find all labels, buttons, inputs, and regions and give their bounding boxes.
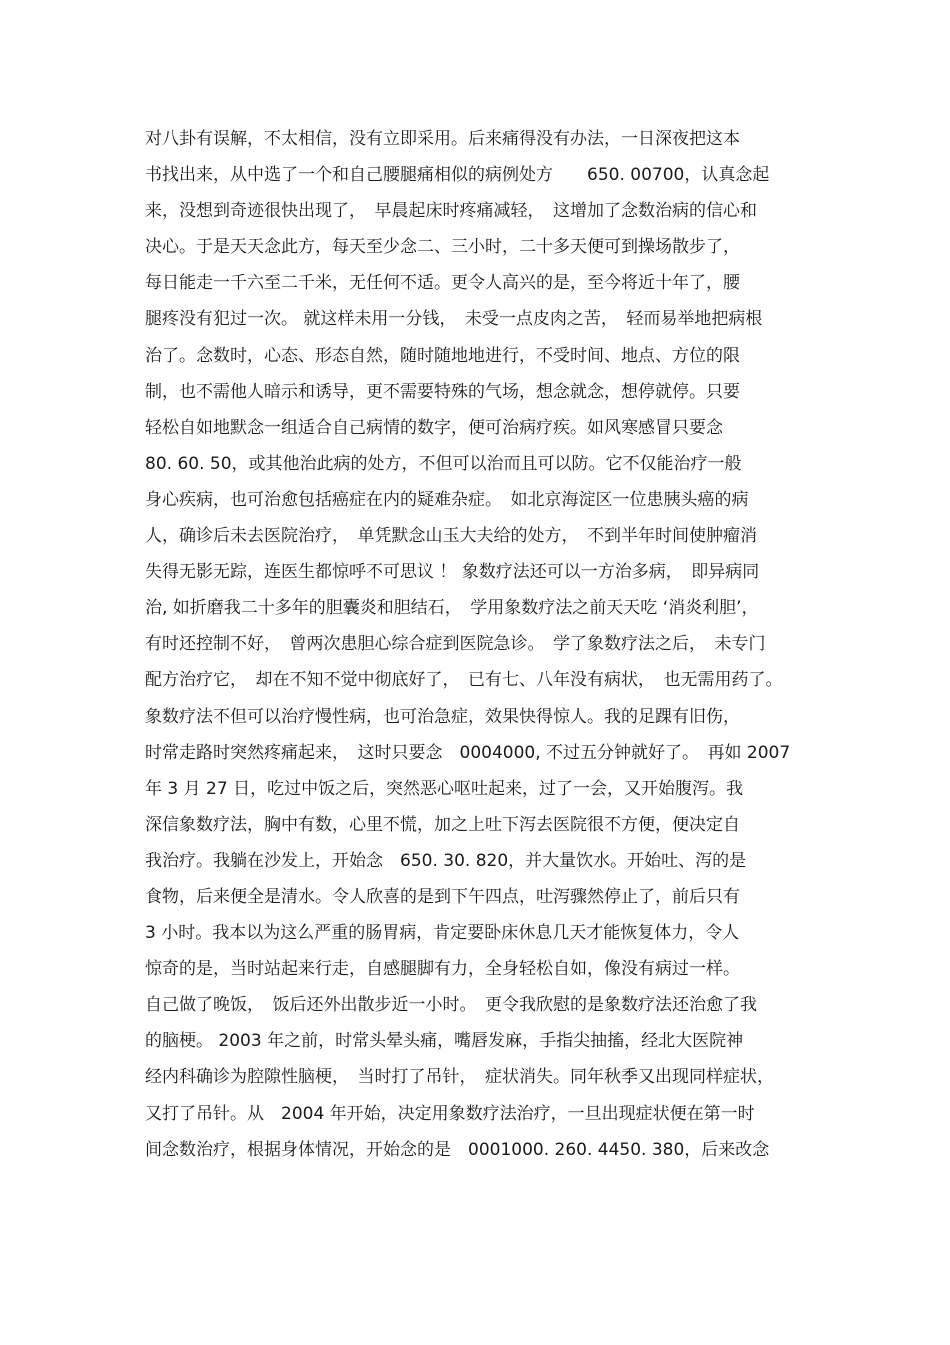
text-line: 腿疼没有犯过一次。 就这样未用一分钱， 未受一点皮肉之苦， 轻而易举地把病根 xyxy=(145,309,763,330)
text-line: 自己做了晚饭， 饭后还外出散步近一小时。 更令我欣慰的是象数疗法还治愈了我 xyxy=(145,995,757,1016)
text-line: 3 小时。我本以为这么严重的肠胃病，肯定要卧床休息几天才能恢复体力，令人 xyxy=(145,923,740,944)
text-line: 对八卦有误解，不太相信，没有立即采用。后来痛得没有办法，一日深夜把这本 xyxy=(145,129,740,149)
text-line: 配方治疗它， 却在不知不觉中彻底好了， 已有七、八年没有病状， 也无需用药了。 xyxy=(145,670,783,691)
text-line: 治, 如折磨我二十多年的胆囊炎和胆结石， 学用象数疗法之前天天吃 ‘消炎利胆’， xyxy=(145,598,759,619)
text-line: 我治疗。我躺在沙发上，开始念 650. 30. 820，并大量饮水。开始吐、泻的是 xyxy=(145,850,747,871)
text-line: 间念数治疗，根据身体情况，开始念的是 0001000. 260. 4450. 380，后来改念 xyxy=(145,1139,770,1160)
text-line: 80. 60. 50，或其他治此病的处方，不但可以治而且可以防。它不仅能治疗一般 xyxy=(145,453,742,474)
text-line: 又打了吊针。从 2004 年开始，决定用象数疗法治疗，一旦出现症状便在第一时 xyxy=(145,1103,755,1124)
text-line: 时常走路时突然疼痛起来， 这时只要念 0004000, 不过五分钟就好了。 再如 2007 xyxy=(145,742,791,763)
text-line: 象数疗法不但可以治疗慢性病，也可治急症，效果快得惊人。我的足踝有旧伤， xyxy=(145,706,740,727)
text-line: 人，确诊后未去医院治疗， 单凭默念山玉大夫给的处方， 不到半年时间使肿瘤消 xyxy=(145,526,757,547)
text-line: 治了。念数时，心态、形态自然，随时随地地进行，不受时间、地点、方位的限 xyxy=(145,345,740,366)
text-line: 的脑梗。 2003 年之前，时常头晕头痛，嘴唇发麻，手指尖抽搐，经北大医院神 xyxy=(145,1031,744,1052)
text-line: 有时还控制不好， 曾两次患胆心综合症到医院急诊。 学了象数疗法之后， 未专门 xyxy=(145,634,766,655)
text-line: 经内科确诊为腔隙性脑梗， 当时打了吊针， 症状消失。同年秋季又出现同样症状， xyxy=(145,1067,774,1088)
text-line: 食物，后来便全是清水。令人欣喜的是到下午四点，吐泻骤然停止了，前后只有 xyxy=(145,886,740,907)
text-line: 制，也不需他人暗示和诱导，更不需要特殊的气场，想念就念，想停就停。只要 xyxy=(145,381,740,402)
text-line: 来，没想到奇迹很快出现了， 早晨起床时疼痛减轻， 这增加了念数治病的信心和 xyxy=(145,201,757,222)
text-line: 每日能走一千六至二千米，无任何不适。更令人高兴的是，至今将近十年了，腰 xyxy=(145,273,740,294)
body-text xyxy=(145,121,815,1168)
text-line: 深信象数疗法，胸中有数，心里不慌，加之上吐下泻去医院很不方便，便决定自 xyxy=(145,814,740,835)
text-line: 年 3 月 27 日，吃过中饭之后，突然恶心呕吐起来，过了一会，又开始腹泻。我 xyxy=(145,778,744,799)
text-line: 失得无影无踪，连医生都惊呼不可思议 ！ 象数疗法还可以一方治多病， 即异病同 xyxy=(145,562,760,583)
text-line: 书找出来，从中选了一个和自己腰腿痛相似的病例处方 650. 00700，认真念起 xyxy=(145,165,770,186)
text-line: 惊奇的是，当时站起来行走，自感腿脚有力，全身轻松自如，像没有病过一样。 xyxy=(145,959,740,980)
text-line: 身心疾病，也可治愈包括癌症在内的疑难杂症。 如北京海淀区一位患胰头癌的病 xyxy=(145,489,749,510)
text-line: 轻松自如地默念一组适合自己病情的数字，便可治病疗疾。如风寒感冒只要念 xyxy=(145,417,723,438)
text-line: 决心。于是天天念此方，每天至少念二、三小时，二十多天便可到操场散步了， xyxy=(145,237,740,258)
